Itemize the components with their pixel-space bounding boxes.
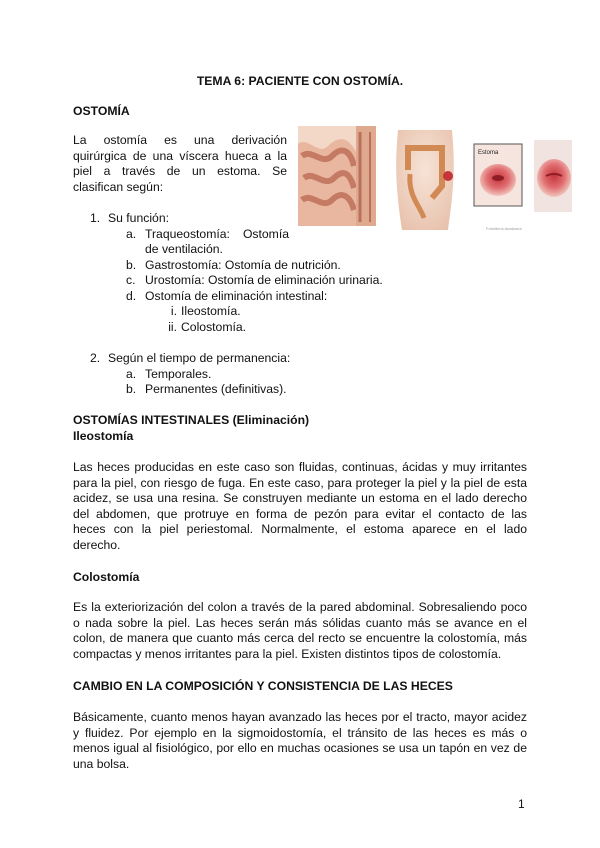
cambio-paragraph [73,710,527,772]
list-marker: a. [126,227,137,241]
text-line: o nada sobre la piel. Las heces serán más sólidas cuanto más se avance en el [73,615,527,630]
page-title: TEMA 6: PACIENTE CON OSTOMÍA. [196,74,404,88]
text-line: quirúrgica de una víscera hueca a la [73,148,287,163]
list-marker: d. [126,289,137,303]
list-item [90,211,100,227]
list-item-label: Colostomía. [181,320,247,334]
text-line: heces con la piel periestomal. Normalmente, el estoma aparece en el lado [73,522,527,537]
list-item-label: Ostomía de eliminación intestinal: [145,289,328,303]
list-item-label: Gastrostomía: Ostomía de nutrición. [145,258,341,272]
list-item-label: Según el tiempo de permanencia: [108,351,291,365]
list-marker: b. [126,382,137,396]
list-marker: 2. [90,351,101,365]
text-line: compactas y menos irritantes para la piel. Existen distintos tipos de colostomía. [73,646,502,661]
subheading-colostomia: Colostomía [73,570,140,584]
ileostomia-paragraph [73,460,527,554]
ostomy-illustration [298,126,572,232]
text-line: Básicamente, cuanto menos hayan avanzado las heces por el tracto, mayor acidez [73,710,527,724]
list-item-label: Su función: [108,211,169,225]
intro-paragraph [73,133,287,195]
list-marker: ii. [168,320,177,334]
list-item-label: Permanentes (definitivas). [145,382,287,396]
text-line: para la piel, con riesgo de fuga. En este caso, para proteger la piel y la piel de esta [73,475,527,490]
text-line: acidez, se usa una resina. Se construyen mediante un estoma en el lado derecho [73,491,527,506]
text-line: del abdomen, que protruye en forma de pezón para evitar el contacto de las [73,506,527,521]
list-item-label: Temporales. [145,367,212,381]
section-heading-intestinales: OSTOMÍAS INTESTINALES (Eliminación) [73,413,310,427]
section-heading-cambio: CAMBIO EN LA COMPOSICIÓN Y CONSISTENCIA DE LAS HECES [73,679,453,693]
list-item-label: de ventilación. [145,242,223,256]
list-item-label: Ileostomía. [181,304,241,318]
text-line: derecho. [73,537,121,552]
text-line: una bolsa. [73,756,130,771]
text-line: Las heces producidas en este caso son fluidas, continuas, ácidas y muy irritantes [73,460,527,474]
section-heading-ostomia: OSTOMÍA [73,104,130,118]
list-marker: a. [126,367,137,381]
colostomia-paragraph [73,600,527,662]
ostomy-illustration-svg [298,126,572,232]
text-line: piel a través de un estoma. Se [73,164,287,179]
page-number: 1 [518,797,525,811]
torso-panel [384,126,464,230]
text-line: colon, de manera que cuanto más cerca del recto se encuentre la colostomía, más [73,631,527,646]
text-line: clasifican según: [73,179,164,194]
intestine-panel [298,126,376,226]
text-line: Es la exteriorización del colon a través de la pared abdominal. Sobresaliendo poco [73,600,527,614]
list-marker: 1. [90,211,101,225]
subheading-ileostomia: Ileostomía [73,429,134,443]
list-marker: b. [126,258,137,272]
list-item-label: Urostomía: Ostomía de eliminación urinaria. [145,273,383,287]
list-item-label: Traqueostomía: Ostomía [145,227,289,241]
text-line: menos igual al fisiológico, por ello en muchas ocasiones se usa un tapón en vez de [73,741,527,756]
text-line: La ostomía es una derivación [73,133,287,147]
list-marker: i. [170,304,177,318]
stoma-photo-panel [534,140,572,212]
inset-label: Estoma [478,150,499,156]
list-marker: c. [126,273,136,287]
text-line: y fluidez. Por ejemplo en la sigmoidostomía, el tránsito de las heces es más o [73,725,527,740]
figure-caption: Fotolibros Anatomía [486,226,522,231]
